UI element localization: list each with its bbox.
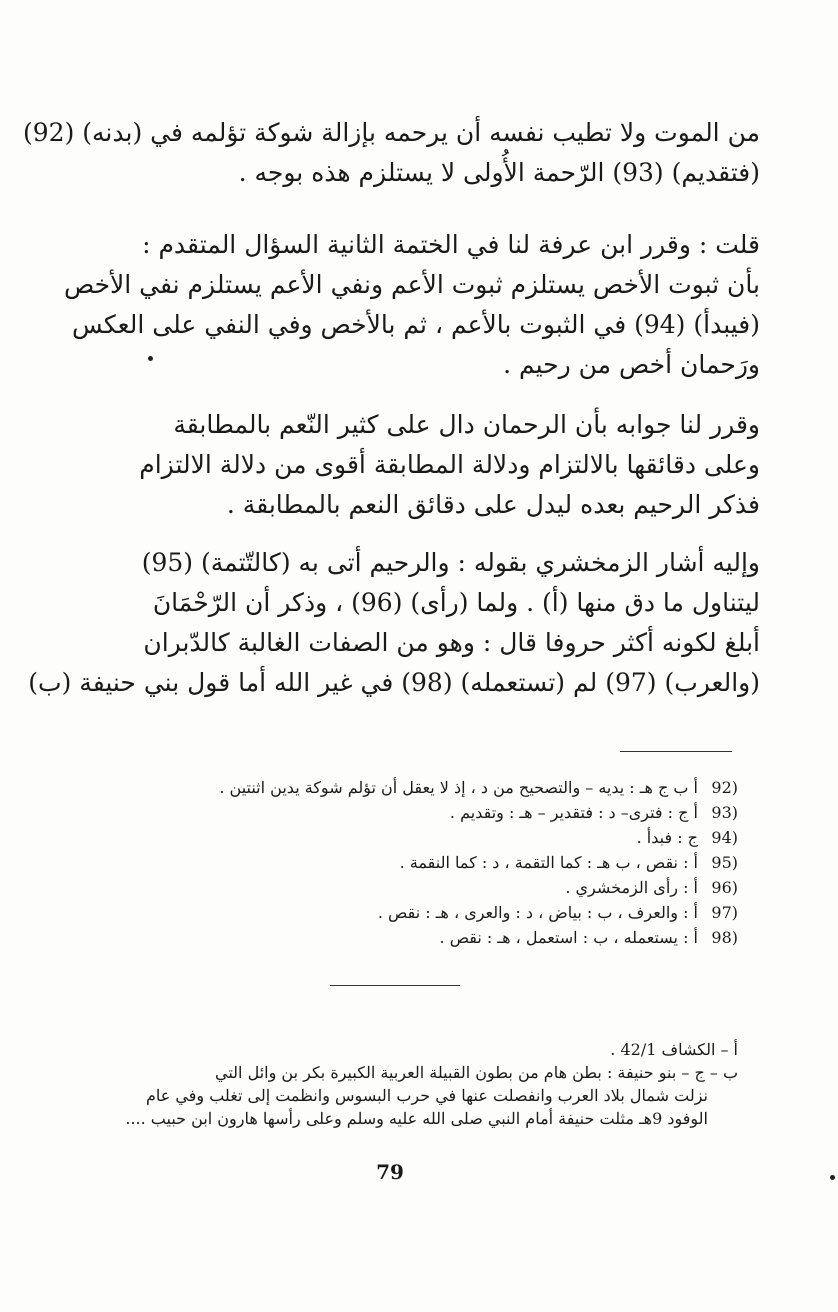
text-line: قلت : وقرر ابن عرفة لنا في الختمة الثانية السؤال المتقدم : [142, 230, 760, 259]
text-line: ورَحمان أخص من رحيم . [503, 350, 760, 379]
footnote-item [100, 875, 738, 900]
text-line: وقرر لنا جوابه بأن الرحمان دال على كثير النّعم بالمطابقة [173, 410, 760, 439]
footnote-item [100, 775, 738, 800]
text-line: فذكر الرحيم بعده ليدل على دقائق النعم بالمطابقة . [226, 490, 760, 519]
footnote-text: أ ب ج هـ : يديه – والتصحيح من د ، إذ لا يعقل أن تؤلم شوكة يدين اثنتين . [219, 778, 698, 797]
text-line: (فتقديم) (93) الرّحمة الأُولى لا يستلزم هذه بوجه . [238, 158, 760, 187]
text-line: بأن ثبوت الأخص يستلزم ثبوت الأعم ونفي الأعم يستلزم نفي الأخص [63, 270, 760, 299]
footnote-text: أ ج : فترى– د : فتقدير – هـ : وتقديم . [449, 803, 698, 822]
footnotes [100, 775, 738, 950]
footnote-number: 97) [711, 903, 738, 922]
footnote-item [100, 850, 738, 875]
text-line: أبلغ لكونه أكثر حروفا قال : وهو من الصفات الغالبة كالدّبران [143, 628, 760, 657]
text-line: وعلى دقائقها بالالتزام ودلالة المطابقة أقوى من دلالة الالتزام [139, 450, 760, 479]
editor-note: الوفود 9هـ مثلت حنيفة أمام النبي صلى الله عليه وسلم وعلى رأسها هارون ابن حبيب .... [125, 1109, 708, 1128]
footnote-item [100, 825, 738, 850]
paragraph-1 [22, 113, 760, 193]
editor-note: ب – ج – بنو حنيفة : بطن هام من بطون القبيلة العربية الكبيرة بكر بن وائل التي [215, 1063, 738, 1082]
footnote-text: أ : رأى الزمخشري . [565, 878, 698, 897]
footnote-item [100, 900, 738, 925]
paragraph-3 [70, 405, 760, 525]
footnote-text: أ : نقص ، ب هـ : كما التقمة ، د : كما النقمة . [399, 853, 698, 872]
paragraph-2 [63, 225, 760, 385]
footnote-number: 96) [711, 878, 738, 897]
footnote-number: 98) [711, 928, 738, 947]
ink-dot [148, 356, 153, 361]
page-number: 79 [376, 1160, 404, 1184]
notes-separator [330, 985, 460, 986]
text-line: (والعرب) (97) لم (تستعمله) (98) في غير الله أما قول بني حنيفة (ب) [28, 668, 760, 697]
paragraph-4 [28, 543, 760, 703]
editor-notes [60, 1038, 738, 1130]
text-line: (فيبدأ) (94) في الثبوت بالأعم ، ثم بالأخص وفي النفي على العكس [71, 310, 760, 339]
editor-note: نزلت شمال بلاد العرب وانفصلت عنها في حرب البسوس وانظمت إلى تغلب وفي عام [146, 1086, 708, 1105]
text-line: وإليه أشار الزمخشري بقوله : والرحيم أتى به (كالتّتمة) (95) [141, 548, 760, 577]
footnote-item [100, 800, 738, 825]
footnote-separator [620, 751, 732, 752]
text-line: من الموت ولا تطيب نفسه أن يرحمه بإزالة شوكة تؤلمه في (بدنه) (92) [22, 118, 760, 147]
footnote-text: أ : والعرف ، ب : بياض ، د : والعرى ، هـ : نقص . [377, 903, 698, 922]
footnote-text: أ : يستعمله ، ب : استعمل ، هـ : نقص . [439, 928, 698, 947]
footnote-number: 94) [711, 828, 738, 847]
editor-note: أ – الكشاف 42/1 . [610, 1040, 738, 1059]
footnote-text: ج : فبدأ . [636, 828, 698, 847]
ink-dot [830, 1175, 835, 1180]
footnote-number: 95) [711, 853, 738, 872]
footnote-item [100, 925, 738, 950]
footnote-number: 92) [711, 778, 738, 797]
text-line: ليتناول ما دق منها (أ) . ولما (رأى) (96) ، وذكر أن الرّحْمَانَ [152, 588, 760, 617]
footnote-number: 93) [711, 803, 738, 822]
